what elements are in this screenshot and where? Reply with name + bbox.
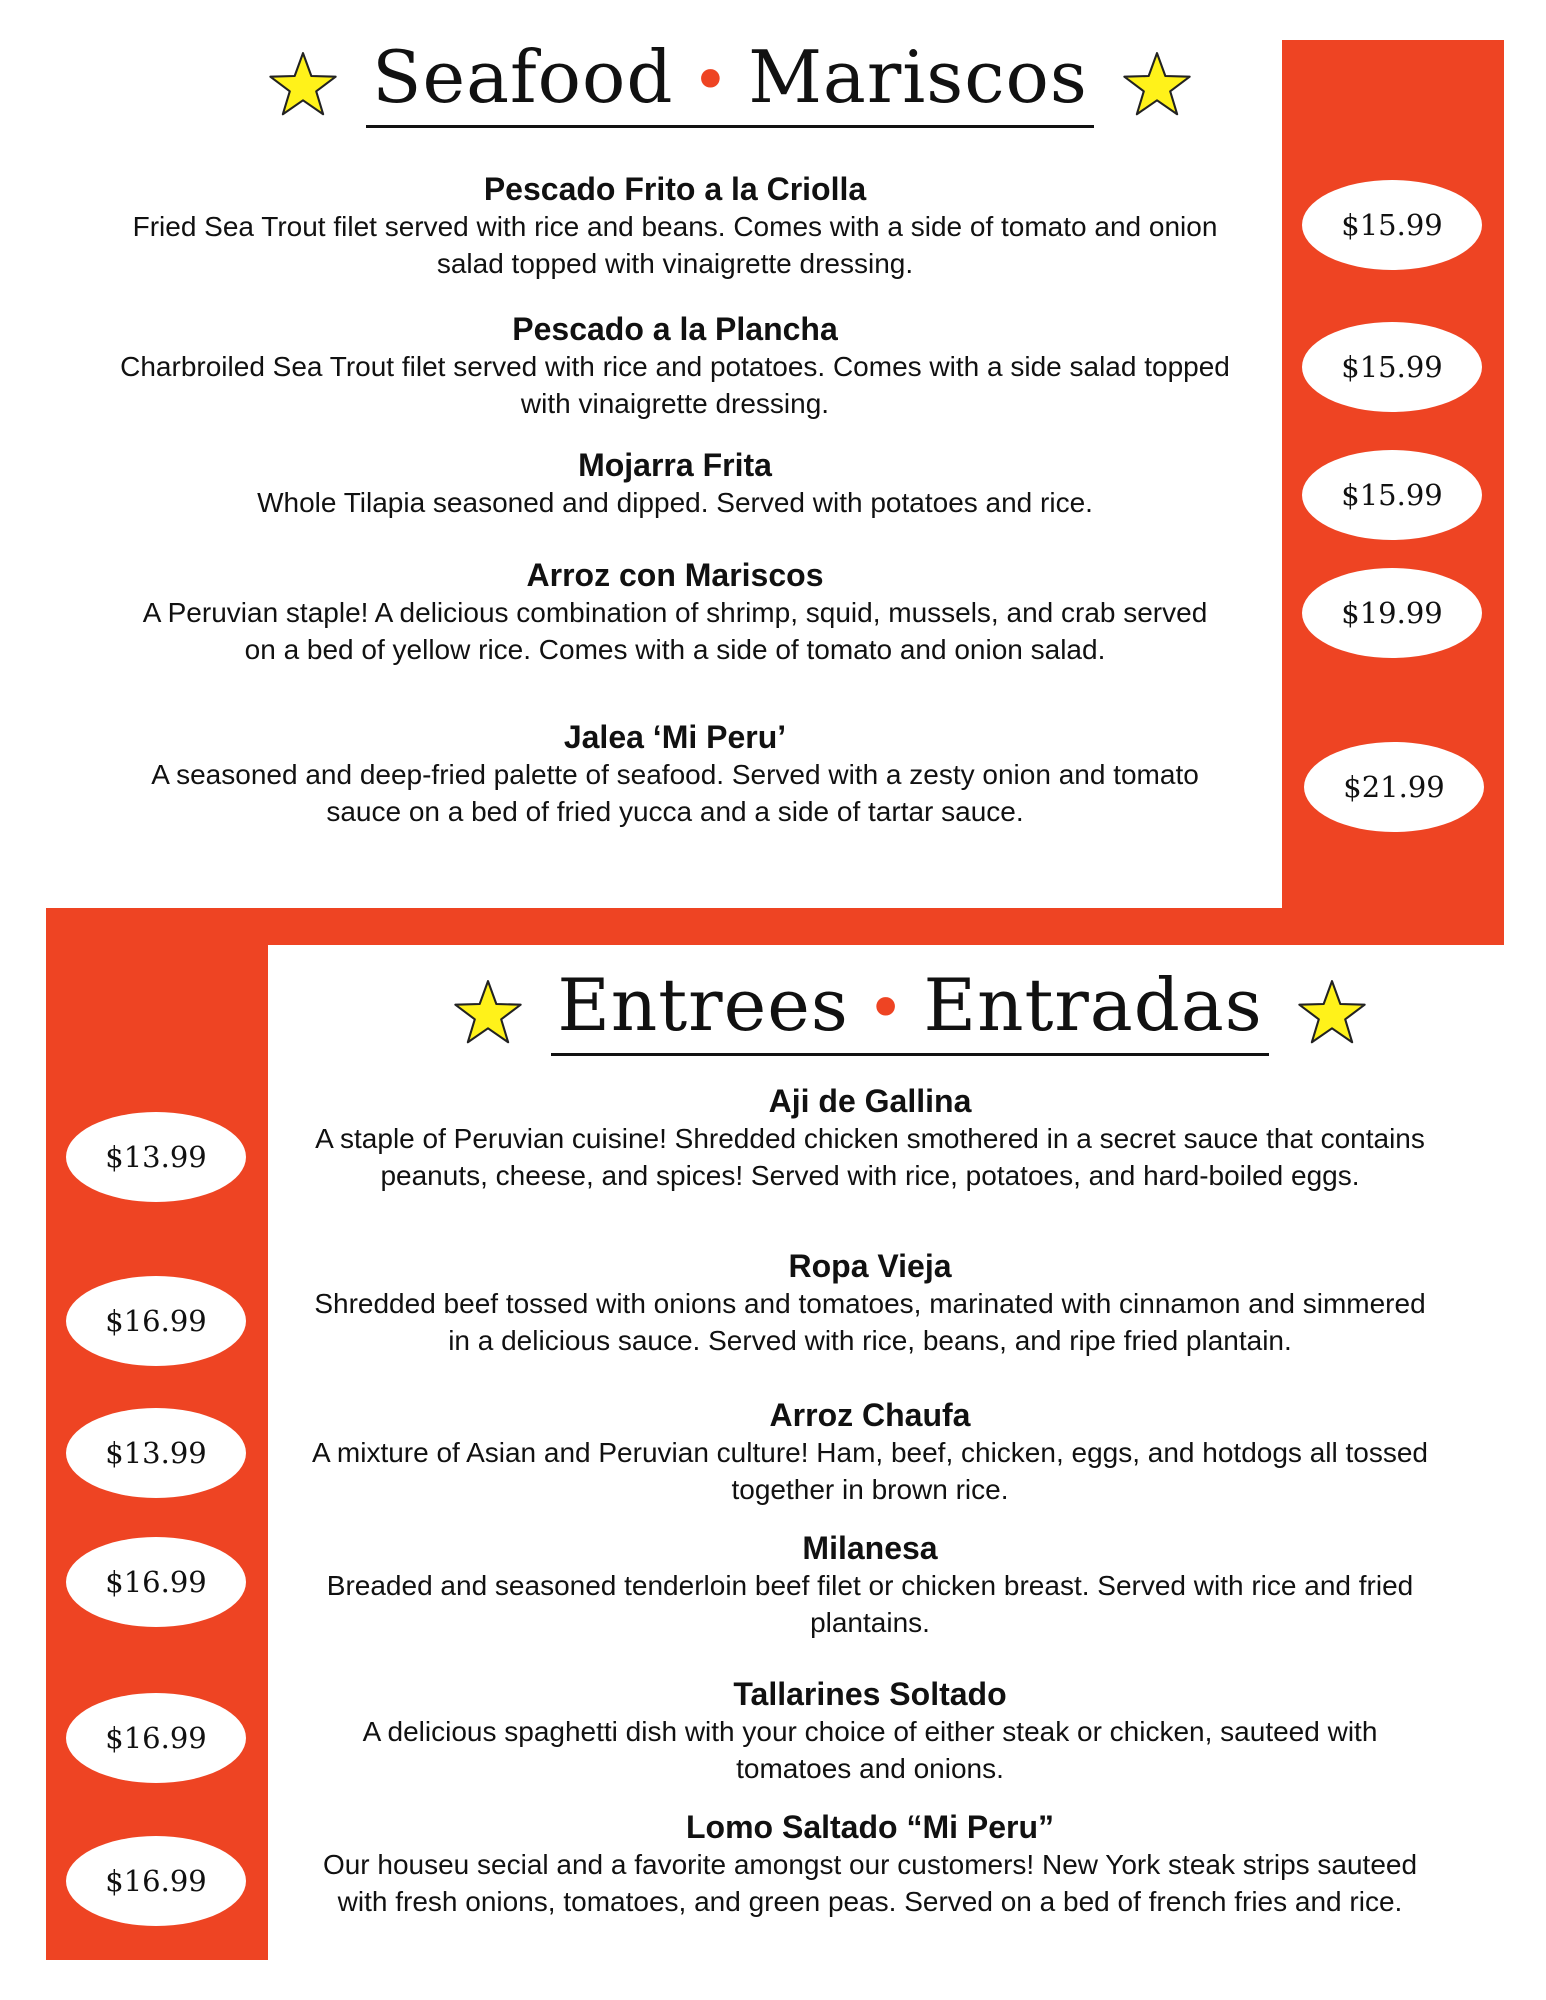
menu-item: [305, 1675, 1435, 1787]
menu-item: [305, 1082, 1435, 1194]
item-name: Pescado Frito a la Criolla: [483, 171, 867, 207]
price-badge: $15.99: [1302, 322, 1482, 412]
star-icon: [1297, 979, 1367, 1045]
menu-item: [140, 718, 1210, 830]
menu-item: [300, 1529, 1440, 1641]
star-icon: [453, 979, 523, 1045]
item-name: Tallarines Soltado: [733, 1676, 1007, 1712]
menu-item: [125, 556, 1225, 668]
price-badge: $13.99: [66, 1408, 246, 1498]
star-icon: [1122, 51, 1192, 117]
seafood-header: [260, 34, 1200, 134]
title-separator: •: [691, 43, 731, 118]
seafood-title: Seafood • Mariscos: [366, 41, 1094, 128]
menu-item: [110, 170, 1240, 282]
menu-item: [110, 310, 1240, 422]
price-badge: $15.99: [1302, 180, 1482, 270]
item-description: A delicious spaghetti dish with your choice of either steak or chicken, sauteed with tomatoes and onions.: [362, 1716, 1378, 1784]
price-badge: $16.99: [66, 1836, 246, 1926]
item-description: Fried Sea Trout filet served with rice and beans. Comes with a side of tomato and onion salad topped with vinaigrette dressing.: [132, 211, 1218, 279]
price-badge: $16.99: [66, 1537, 246, 1627]
item-name: Pescado a la Plancha: [512, 311, 838, 347]
menu-item: [300, 1396, 1440, 1508]
entrees-title: Entrees • Entradas: [551, 969, 1268, 1056]
menu-item: [310, 1808, 1430, 1920]
price-badge: $19.99: [1302, 568, 1482, 658]
item-name: Aji de Gallina: [768, 1083, 972, 1119]
price-badge: $13.99: [66, 1112, 246, 1202]
item-name: Jalea ‘Mi Peru’: [563, 719, 787, 755]
item-description: Breaded and seasoned tenderloin beef filet or chicken breast. Served with rice and fried plantains.: [326, 1570, 1414, 1638]
price-badge: $16.99: [66, 1693, 246, 1783]
item-description: Charbroiled Sea Trout filet served with rice and potatoes. Comes with a side salad topped with vinaigrette dressing.: [120, 351, 1230, 419]
title-separator: •: [866, 971, 906, 1046]
item-name: Milanesa: [802, 1530, 938, 1566]
item-description: A Peruvian staple! A delicious combination of shrimp, squid, mussels, and crab served on a bed of yellow rice. Comes with a side of tomato and onion salad.: [142, 597, 1208, 665]
item-description: A staple of Peruvian cuisine! Shredded chicken smothered in a secret sauce that contains peanuts, cheese, and spices! Served with rice, potatoes, and hard-boiled eggs.: [315, 1123, 1425, 1191]
item-description: A mixture of Asian and Peruvian culture! Ham, beef, chicken, eggs, and hotdogs all tossed together in brown rice.: [312, 1437, 1428, 1505]
price-badge: $15.99: [1302, 450, 1482, 540]
item-name: Arroz Chaufa: [769, 1397, 971, 1433]
menu-item: [110, 446, 1240, 521]
menu-item: [305, 1247, 1435, 1359]
item-name: Arroz con Mariscos: [526, 557, 824, 593]
item-name: Mojarra Frita: [578, 447, 772, 483]
entrees-header: [440, 962, 1380, 1062]
price-badge: $16.99: [66, 1276, 246, 1366]
item-name: Lomo Saltado “Mi Peru”: [685, 1809, 1055, 1845]
item-description: Our houseu secial and a favorite amongst our customers! New York steak strips sauteed with fresh onions, tomatoes, and green peas. Served on a bed of french fries and rice.: [322, 1849, 1418, 1917]
price-badge: $21.99: [1304, 742, 1484, 832]
item-name: Ropa Vieja: [788, 1248, 952, 1284]
item-description: Shredded beef tossed with onions and tomatoes, marinated with cinnamon and simmered in a delicious sauce. Served with rice, beans, and ripe fried plantain.: [314, 1288, 1426, 1356]
item-description: A seasoned and deep-fried palette of seafood. Served with a zesty onion and tomato sauce on a bed of fried yucca and a side of tartar sauce.: [151, 759, 1199, 827]
item-description: Whole Tilapia seasoned and dipped. Served with potatoes and rice.: [257, 487, 1093, 518]
star-icon: [268, 51, 338, 117]
